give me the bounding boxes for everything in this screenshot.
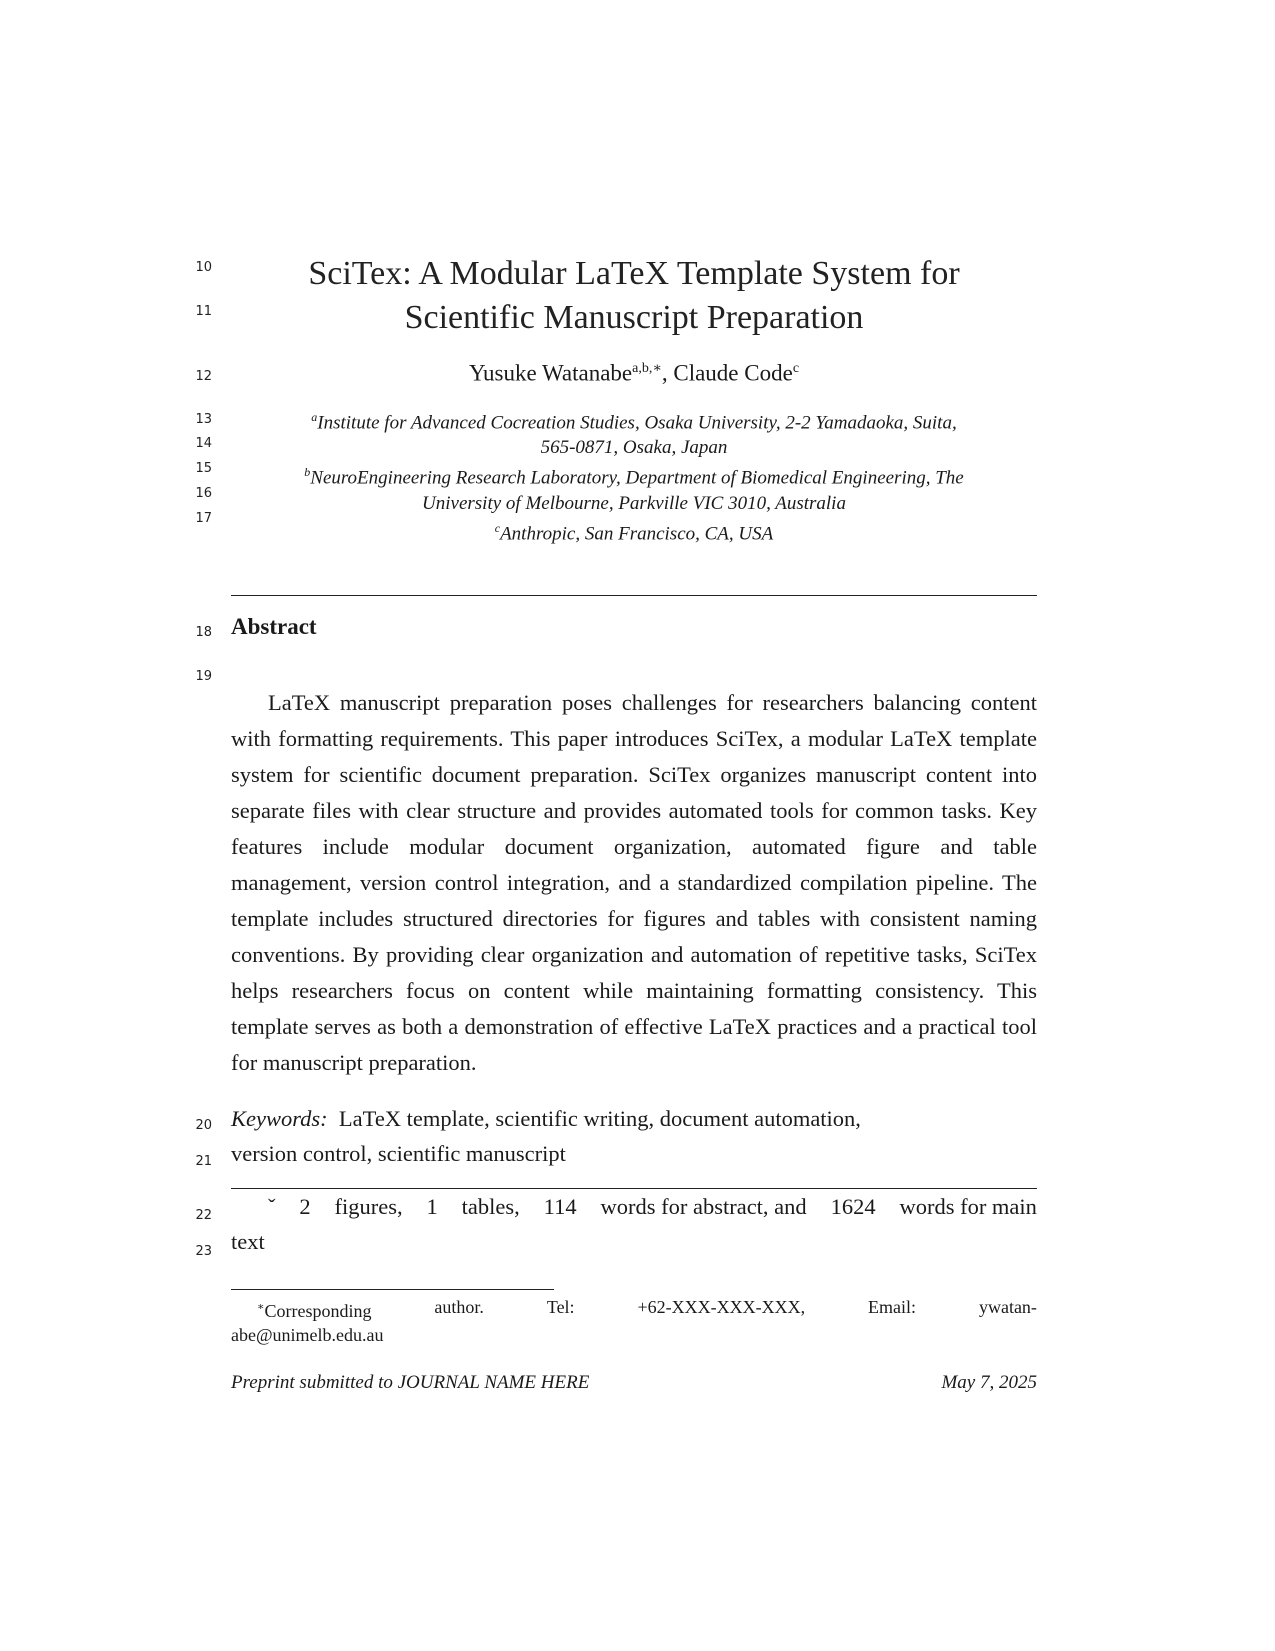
abstract-word-count: 114 xyxy=(543,1194,577,1219)
line-number: 20 xyxy=(195,1118,212,1133)
affiliation-mark: a xyxy=(311,410,318,424)
affiliation-marks: a,b,∗ xyxy=(632,361,662,376)
line-number: 19 xyxy=(195,669,212,684)
line-number: 12 xyxy=(195,369,212,384)
table-count: 1 xyxy=(426,1194,438,1219)
line-number: 11 xyxy=(195,304,212,319)
author-name: Claude Code xyxy=(673,360,793,386)
line-number: 23 xyxy=(195,1244,212,1259)
affiliation-mark: c xyxy=(494,520,501,535)
author-separator: , xyxy=(661,360,674,386)
paper-title xyxy=(231,252,1037,340)
footnote-mark: ∗ xyxy=(257,1301,265,1313)
author-name: Yusuke Watanabe xyxy=(468,360,633,386)
corresponding-author-footnote: ∗Corresponding author. Tel: +62-XXX-XXX-XXX, Email: ywatan- abe@unimelb.edu.au xyxy=(231,1297,1037,1345)
affiliation-b: $^b$NeuroEngineering Research Laboratory, Department of Biomedical Engineering, The xyxy=(304,465,964,489)
line-number: 17 xyxy=(195,511,212,526)
keywords-line-2: version control, scientific manuscript xyxy=(231,1141,566,1166)
affiliation-c: $^c$Anthropic, San Francisco, CA, USA xyxy=(494,520,774,544)
preprint-note: Preprint submitted to JOURNAL NAME HERE xyxy=(231,1372,590,1393)
word-counts-cont: text xyxy=(231,1229,265,1254)
affiliation-b-cont: University of Melbourne, Parkville VIC 3010, Australia xyxy=(422,492,846,514)
line-number: 14 xyxy=(195,436,212,451)
line-number: 18 xyxy=(195,625,212,640)
affiliation-mark: b xyxy=(304,465,311,480)
title-line-1: SciTex: A Modular LaTeX Template System for xyxy=(308,255,960,292)
preprint-date: May 7, 2025 xyxy=(941,1372,1037,1393)
email-part-1: ywatan- xyxy=(978,1297,1037,1317)
main-word-count: 1624 xyxy=(830,1194,876,1219)
keywords-label: Keywords: xyxy=(231,1106,328,1131)
footnote-rule xyxy=(231,1289,554,1290)
line-number: 10 xyxy=(195,260,212,275)
counts-mark: ˇ xyxy=(268,1194,276,1219)
abstract-heading: Abstract xyxy=(231,614,317,639)
page-footer xyxy=(231,1372,1037,1394)
keywords-line-1: Keywords: LaTeX template, scientific writing, document automation, xyxy=(231,1106,861,1131)
line-number: 15 xyxy=(195,461,212,476)
title-line-2: Scientific Manuscript Preparation xyxy=(404,299,864,336)
affiliation-a: $^a$Institute for Advanced Cocreation Studies, Osaka University, 2-2 Yamadaoka, Suita, xyxy=(311,410,957,434)
author-list xyxy=(231,360,1037,387)
affiliation-marks: c xyxy=(792,361,800,376)
keywords-bottom-rule xyxy=(231,1188,1037,1189)
abstract-top-rule xyxy=(231,595,1037,596)
line-number: 16 xyxy=(195,486,212,501)
figure-count: 2 xyxy=(299,1194,311,1219)
phone-number: +62-XXX-XXX-XXX, xyxy=(637,1297,806,1317)
abstract-text: LaTeX manuscript preparation poses challenges for researchers balancing content with formatting requirements. This paper introduces SciTex, a modular LaTeX template system for scientific document preparation. SciTex organizes manuscript content into separate files with clear structure and provides automated tools for common tasks. Key features include modular document organization, automated figure and table management, version control integration, and a standardized compilation pipeline. The template includes structured directories for figures and tables with consistent naming conventions. By providing clear organization and automation of repetitive tasks, SciTex helps researchers focus on content while maintaining formatting consistency. This template serves as both a demonstration of effective LaTeX practices and a practical tool for manuscript preparation. xyxy=(231,690,1037,1075)
line-number: 13 xyxy=(195,412,212,427)
line-number: 22 xyxy=(195,1208,212,1223)
affiliations xyxy=(231,405,1037,546)
affiliation-a-cont: 565-0871, Osaka, Japan xyxy=(540,437,728,459)
email-part-2: abe@unimelb.edu.au xyxy=(231,1325,384,1345)
word-counts: ˇ 2 figures, 1 tables, 114 words for abstract, and 1624 words for main xyxy=(268,1194,1037,1219)
line-number: 21 xyxy=(195,1154,212,1169)
